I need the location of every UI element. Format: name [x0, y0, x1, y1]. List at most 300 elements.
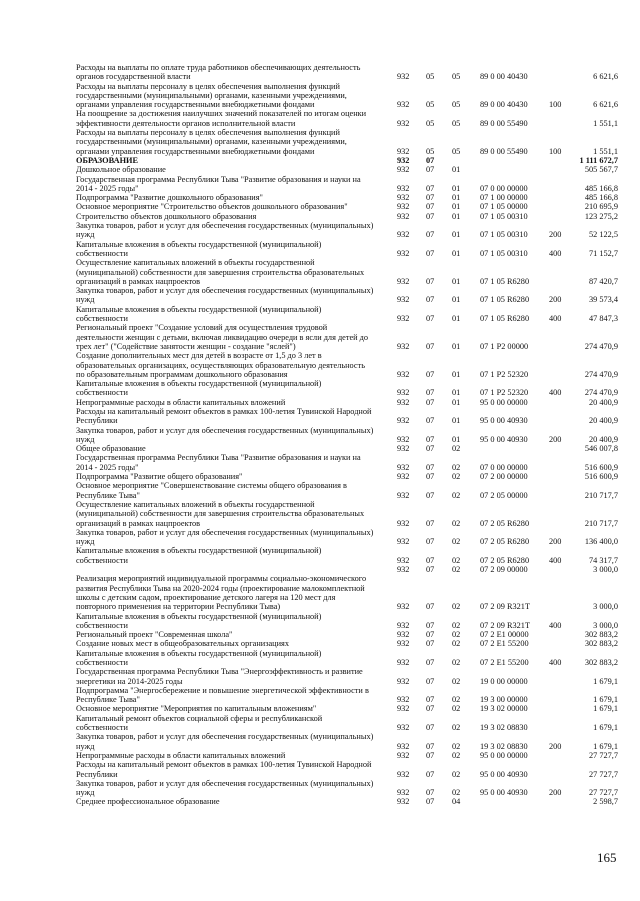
- target-article-code: 95 0 00 00000: [480, 397, 528, 407]
- section-code: 07: [426, 202, 435, 212]
- section-code: 05: [426, 72, 435, 82]
- amount: 485 166,8: [584, 183, 618, 193]
- target-article-code: 07 0 00 00000: [480, 183, 528, 193]
- row-description: Капитальные вложения в объекты государственной (муниципальной) собственности: [76, 239, 322, 258]
- amount: 27 727,7: [588, 788, 618, 798]
- expense-type-code: 400: [549, 658, 562, 667]
- amount: 74 317,7: [588, 555, 618, 565]
- admin-code: 932: [397, 750, 410, 760]
- amount: 20 400,9: [588, 397, 618, 407]
- target-article-code: 89 0 00 55490: [480, 118, 528, 128]
- section-code: 07: [426, 416, 435, 426]
- admin-code: 932: [397, 314, 410, 324]
- admin-code: 932: [397, 211, 410, 221]
- target-article-code: 89 0 00 40430: [480, 100, 528, 110]
- row-description: Реализация мероприятий индивидуальной программы социально-экономического развития Республики Тыва на 2020-2024 годы (проектирование малокомплектной школы с детским садом, проектирование детского лагеря на 120 мест для повторного применения на территории Республики Тыва): [76, 574, 367, 612]
- section-code: 07: [426, 248, 435, 258]
- table-row: [0, 565, 640, 574]
- expense-type-code: 200: [549, 230, 562, 240]
- target-article-code: 19 3 02 08830: [480, 741, 528, 751]
- table-row: [0, 212, 640, 221]
- subsection-code: 02: [452, 639, 461, 649]
- subsection-code: 05: [452, 72, 461, 82]
- target-article-code: 89 0 00 40430: [480, 72, 528, 82]
- target-article-code: 07 0 00 00000: [480, 462, 528, 472]
- target-article-code: 07 2 09 00000: [480, 565, 528, 575]
- table-row: [0, 221, 640, 240]
- section-code: 07: [426, 444, 435, 454]
- section-code: 07: [426, 193, 435, 203]
- table-row: [0, 323, 640, 351]
- admin-code: 932: [397, 518, 410, 528]
- amount: 47 847,3: [588, 314, 618, 324]
- table-row: [0, 398, 640, 407]
- section-code: 07: [426, 537, 435, 547]
- row-description: Создание дополнительных мест для детей в возрасте от 1,5 до 3 лет в образовательных организациях, осуществляющих образовательную деятельность по образовательным программам дошкольного образования: [76, 351, 366, 379]
- target-article-code: 19 3 00 00000: [480, 695, 528, 705]
- table-row: [0, 500, 640, 528]
- admin-code: 932: [397, 230, 410, 240]
- amount: 6 621,6: [593, 72, 618, 82]
- subsection-code: 01: [452, 193, 461, 203]
- admin-code: 932: [397, 202, 410, 212]
- section-code: 07: [426, 155, 435, 165]
- admin-code: 932: [397, 416, 410, 426]
- row-description: Капитальные вложения в объекты государственной (муниципальной) собственности: [76, 611, 322, 630]
- table-row: [0, 63, 640, 82]
- row-description: Основное мероприятие "Мероприятия по капитальным вложениям": [76, 704, 317, 714]
- row-description: Государственная программа Республики Тыва "Развитие образования и науки на 2014 - 2025 годы": [76, 453, 361, 472]
- section-code: 05: [426, 100, 435, 110]
- row-description: Осуществление капитальных вложений в объекты государственной (муниципальной) собственности для завершения строительства образовательных организаций в рамках нацпроектов: [76, 258, 365, 286]
- target-article-code: 07 1 05 R6280: [480, 276, 530, 286]
- target-article-code: 07 2 05 00000: [480, 490, 528, 500]
- amount: 1 551,1: [593, 146, 618, 156]
- section-code: 07: [426, 397, 435, 407]
- row-description: Подпрограмма "Энергосбережение и повышение энергетической эффективности в Республике Тыва": [76, 685, 369, 705]
- row-description: Капитальные вложения в объекты государственной (муниципальной) собственности: [76, 379, 322, 398]
- admin-code: 932: [397, 146, 410, 156]
- admin-code: 932: [397, 620, 410, 630]
- table-row: [0, 639, 640, 648]
- table-row: [0, 704, 640, 713]
- section-code: 07: [426, 490, 435, 500]
- row-description: Закупка товаров, работ и услуг для обеспечения государственных (муниципальных) нужд: [76, 286, 374, 305]
- amount: 274 470,9: [584, 388, 618, 398]
- row-description: Расходы на выплаты по оплате труда работников обеспечивающих деятельность органов государственной власти: [76, 63, 361, 82]
- section-code: 07: [426, 769, 435, 779]
- subsection-code: 02: [452, 630, 461, 640]
- row-description: Общее образование: [76, 444, 146, 454]
- row-description: Непрограммные расходы в области капитальных вложений: [76, 397, 286, 407]
- amount: 87 420,7: [588, 276, 618, 286]
- amount: 123 275,2: [584, 211, 618, 221]
- table-row: [0, 305, 640, 324]
- amount: 485 166,8: [584, 193, 618, 203]
- amount: 20 400,9: [588, 416, 618, 426]
- section-code: 07: [426, 658, 435, 667]
- row-description: Капитальные вложения в объекты государственной (муниципальной) собственности: [76, 304, 322, 324]
- subsection-code: 01: [452, 202, 461, 212]
- section-code: 07: [426, 472, 435, 482]
- subsection-code: 02: [452, 565, 461, 575]
- subsection-code: 02: [452, 537, 461, 547]
- section-code: 07: [426, 341, 435, 351]
- subsection-code: 01: [452, 295, 461, 305]
- target-article-code: 89 0 00 55490: [480, 146, 528, 156]
- subsection-code: 01: [452, 211, 461, 221]
- row-description: Подпрограмма "Развитие общего образования": [76, 472, 243, 482]
- admin-code: 932: [397, 100, 410, 110]
- section-code: 07: [426, 797, 435, 807]
- admin-code: 932: [397, 788, 410, 798]
- admin-code: 932: [397, 695, 410, 705]
- target-article-code: 07 2 00 00000: [480, 472, 528, 482]
- table-row: [0, 426, 640, 445]
- table-row: [0, 649, 640, 668]
- admin-code: 932: [397, 565, 410, 575]
- subsection-code: 02: [452, 723, 461, 733]
- table-row: [0, 481, 640, 500]
- admin-code: 932: [397, 72, 410, 82]
- target-article-code: 07 2 E1 00000: [480, 630, 529, 640]
- admin-code: 932: [397, 193, 410, 203]
- table-row: [0, 82, 640, 110]
- subsection-code: 01: [452, 397, 461, 407]
- target-article-code: 07 2 05 R6280: [480, 537, 530, 547]
- budget-table: [0, 63, 640, 807]
- section-code: 05: [426, 118, 435, 128]
- amount: 516 600,9: [584, 462, 618, 472]
- row-description: Государственная программа Республики Тыва "Энергоэффективность и развитие энергетики на 2014-2025 годы: [76, 667, 363, 686]
- target-article-code: 95 0 00 40930: [480, 769, 528, 779]
- subsection-code: 02: [452, 788, 461, 798]
- table-row: [0, 128, 640, 156]
- subsection-code: 02: [452, 695, 461, 705]
- section-code: 07: [426, 388, 435, 398]
- section-code: 07: [426, 788, 435, 798]
- section-code: 07: [426, 434, 435, 444]
- admin-code: 932: [397, 295, 410, 305]
- section-code: 07: [426, 518, 435, 528]
- section-code: 07: [426, 165, 435, 175]
- amount: 274 470,9: [584, 341, 618, 351]
- target-article-code: 07 1 P2 00000: [480, 341, 529, 351]
- table-row: [0, 732, 640, 751]
- admin-code: 932: [397, 434, 410, 444]
- section-code: 07: [426, 695, 435, 705]
- row-description: Строительство объектов дошкольного образования: [76, 211, 257, 221]
- table-row: [0, 546, 640, 565]
- amount: 3 000,0: [593, 602, 618, 612]
- row-description: Расходы на выплаты персоналу в целях обеспечения выполнения функций государственными (муниципальными) органами, казенными учреждениями, органами управления государственными внебюджетными фондами: [76, 128, 347, 156]
- section-code: 07: [426, 602, 435, 612]
- subsection-code: 02: [452, 602, 461, 612]
- admin-code: 932: [397, 658, 410, 667]
- subsection-code: 01: [452, 369, 461, 379]
- table-row: [0, 751, 640, 760]
- subsection-code: 02: [452, 518, 461, 528]
- table-row: [0, 574, 640, 611]
- table-row: [0, 407, 640, 426]
- admin-code: 932: [397, 369, 410, 379]
- admin-code: 932: [397, 165, 410, 175]
- admin-code: 932: [397, 723, 410, 733]
- expense-type-code: 400: [549, 388, 562, 398]
- row-description: Дошкольное образование: [76, 165, 166, 175]
- admin-code: 932: [397, 118, 410, 128]
- amount: 210 695,9: [584, 202, 618, 212]
- expense-type-code: 100: [549, 100, 562, 110]
- section-code: 07: [426, 295, 435, 305]
- row-description: Подпрограмма "Развитие дошкольного образования": [76, 193, 263, 203]
- row-description: Региональный проект "Современная школа": [76, 630, 233, 640]
- expense-type-code: 400: [549, 555, 562, 565]
- amount: 3 000,0: [593, 565, 618, 575]
- expense-type-code: 200: [549, 434, 562, 444]
- subsection-code: 01: [452, 434, 461, 444]
- amount: 2 598,7: [593, 797, 618, 807]
- amount: 27 727,7: [588, 750, 618, 760]
- subsection-code: 05: [452, 146, 461, 156]
- admin-code: 932: [397, 797, 410, 807]
- target-article-code: 07 1 05 00310: [480, 248, 528, 258]
- amount: 136 400,0: [584, 537, 618, 547]
- target-article-code: 07 2 05 R6280: [480, 555, 530, 565]
- subsection-code: 02: [452, 750, 461, 760]
- target-article-code: 07 2 E1 55200: [480, 658, 529, 667]
- admin-code: 932: [397, 472, 410, 482]
- subsection-code: 02: [452, 741, 461, 751]
- target-article-code: 07 2 09 R321Т: [480, 620, 531, 630]
- target-article-code: 95 0 00 40930: [480, 788, 528, 798]
- table-row: [0, 444, 640, 453]
- section-code: 07: [426, 630, 435, 640]
- section-code: 07: [426, 723, 435, 733]
- amount: 6 621,6: [593, 100, 618, 110]
- admin-code: 932: [397, 341, 410, 351]
- admin-code: 932: [397, 444, 410, 454]
- row-description: Непрограммные расходы в области капитальных вложений: [76, 750, 286, 760]
- amount: 71 152,7: [588, 248, 618, 258]
- table-row: [0, 286, 640, 305]
- amount: 1 111 672,7: [579, 155, 618, 165]
- expense-type-code: 200: [549, 295, 562, 305]
- amount: 39 573,4: [588, 295, 618, 305]
- admin-code: 932: [397, 397, 410, 407]
- subsection-code: 01: [452, 388, 461, 398]
- table-row: [0, 760, 640, 779]
- subsection-code: 04: [452, 797, 461, 807]
- amount: 20 400,9: [588, 434, 618, 444]
- section-code: 07: [426, 639, 435, 649]
- section-code: 05: [426, 146, 435, 156]
- target-article-code: 07 2 09 R321Т: [480, 602, 531, 612]
- target-article-code: 07 1 P2 52320: [480, 369, 529, 379]
- admin-code: 932: [397, 537, 410, 547]
- target-article-code: 19 3 02 08830: [480, 723, 528, 733]
- table-row: [0, 667, 640, 686]
- admin-code: 932: [397, 388, 410, 398]
- subsection-code: 02: [452, 620, 461, 630]
- section-code: 07: [426, 620, 435, 630]
- table-row: [0, 351, 640, 379]
- table-row: [0, 175, 640, 194]
- row-description: Государственная программа Республики Тыва "Развитие образования и науки на 2014 - 2025 годы": [76, 174, 361, 193]
- admin-code: 932: [397, 555, 410, 565]
- amount: 27 727,7: [588, 769, 618, 779]
- row-description: Капитальный ремонт объектов социальной сферы и республиканской собственности: [76, 713, 323, 733]
- admin-code: 932: [397, 462, 410, 472]
- expense-type-code: 400: [549, 620, 562, 630]
- table-row: [0, 258, 640, 286]
- subsection-code: 01: [452, 248, 461, 258]
- target-article-code: 07 1 05 R6280: [480, 295, 530, 305]
- subsection-code: 02: [452, 462, 461, 472]
- section-code: 07: [426, 183, 435, 193]
- admin-code: 932: [397, 639, 410, 649]
- target-article-code: 07 2 05 R6280: [480, 518, 530, 528]
- subsection-code: 01: [452, 341, 461, 351]
- table-row: [0, 240, 640, 259]
- admin-code: 932: [397, 769, 410, 779]
- target-article-code: 07 1 05 00310: [480, 230, 528, 240]
- admin-code: 932: [397, 183, 410, 193]
- row-description: Основное мероприятие "Строительство объектов дошкольного образования": [76, 202, 348, 212]
- target-article-code: 95 0 00 00000: [480, 750, 528, 760]
- row-description: Закупка товаров, работ и услуг для обеспечения государственных (муниципальных) нужд: [76, 732, 374, 751]
- table-row: [0, 379, 640, 398]
- table-row: [0, 612, 640, 631]
- page-number: 165: [597, 850, 617, 865]
- row-description: Закупка товаров, работ и услуг для обеспечения государственных (муниципальных) нужд: [76, 778, 374, 798]
- amount: 3 000,0: [593, 620, 618, 630]
- row-description: Расходы на капитальный ремонт объектов в рамках 100-летия Тувинской Народной Республики: [76, 760, 372, 779]
- target-article-code: 95 0 00 40930: [480, 434, 528, 444]
- amount: 546 007,8: [584, 444, 618, 454]
- amount: 210 717,7: [584, 518, 618, 528]
- table-row: [0, 630, 640, 639]
- row-description: Расходы на выплаты персоналу в целях обеспечения выполнения функций государственными (муниципальными) органами, казенными учреждениями, органами управления государственными внебюджетными фондами: [76, 81, 347, 110]
- row-description: Капитальные вложения в объекты государственной (муниципальной) собственности: [76, 546, 322, 565]
- subsection-code: 01: [452, 183, 461, 193]
- admin-code: 932: [397, 741, 410, 751]
- amount: 505 567,7: [584, 165, 618, 175]
- row-description: Создание новых мест в общеобразовательных организациях: [76, 639, 290, 649]
- amount: 1 679,1: [593, 741, 618, 751]
- amount: 274 470,9: [584, 369, 618, 379]
- row-description: На поощрение за достижения наилучших значений показателей по итогам оценки эффективности деятельности органов исполнительной власти: [76, 109, 367, 128]
- subsection-code: 02: [452, 658, 461, 667]
- amount: 1 679,1: [593, 676, 618, 686]
- table-row: [0, 202, 640, 211]
- table-row: [0, 686, 640, 705]
- target-article-code: 19 3 02 00000: [480, 704, 528, 714]
- subsection-code: 02: [452, 676, 461, 686]
- section-code: 07: [426, 704, 435, 714]
- subsection-code: 01: [452, 230, 461, 240]
- row-description: Региональный проект "Создание условий для осуществления трудовой деятельности женщин с детьми, включая ликвидацию очереди в ясли для детей до трех лет" ("Содействие занятости женщин - создание "яслей"): [76, 323, 369, 351]
- amount: 52 122,5: [588, 230, 618, 240]
- subsection-code: 02: [452, 444, 461, 454]
- target-article-code: 07 1 P2 52320: [480, 388, 529, 398]
- admin-code: 932: [397, 490, 410, 500]
- amount: 1 679,1: [593, 723, 618, 733]
- table-row: [0, 156, 640, 165]
- subsection-code: 02: [452, 769, 461, 779]
- table-row: [0, 779, 640, 798]
- section-code: 07: [426, 230, 435, 240]
- target-article-code: 95 0 00 40930: [480, 416, 528, 426]
- section-code: 07: [426, 741, 435, 751]
- section-code: 07: [426, 565, 435, 575]
- subsection-code: 01: [452, 314, 461, 324]
- table-row: [0, 193, 640, 202]
- expense-type-code: 400: [549, 314, 562, 324]
- subsection-code: 02: [452, 490, 461, 500]
- table-row: [0, 797, 640, 806]
- row-description: Среднее профессиональное образование: [76, 797, 220, 807]
- amount: 210 717,7: [584, 490, 618, 500]
- admin-code: 932: [397, 704, 410, 714]
- admin-code: 932: [397, 276, 410, 286]
- amount: 1 679,1: [593, 704, 618, 714]
- admin-code: 932: [397, 155, 410, 165]
- admin-code: 932: [397, 630, 410, 640]
- subsection-code: 01: [452, 276, 461, 286]
- table-row: [0, 528, 640, 547]
- amount: 302 883,2: [584, 658, 618, 667]
- table-row: [0, 453, 640, 472]
- subsection-code: 02: [452, 704, 461, 714]
- amount: 302 883,2: [584, 630, 618, 640]
- section-code: 07: [426, 314, 435, 324]
- section-code: 07: [426, 676, 435, 686]
- subsection-code: 02: [452, 555, 461, 565]
- subsection-code: 05: [452, 100, 461, 110]
- section-code: 07: [426, 462, 435, 472]
- row-description: Основное мероприятие "Совершенствование системы общего образования в Республике Тыва": [76, 481, 347, 500]
- row-description: Закупка товаров, работ и услуг для обеспечения государственных (муниципальных) нужд: [76, 221, 374, 240]
- row-description: Осуществление капитальных вложений в объекты государственной (муниципальной) собственности для завершения строительства образовательных организаций в рамках нацпроектов: [76, 499, 365, 528]
- table-row: [0, 472, 640, 481]
- target-article-code: 07 1 00 00000: [480, 193, 528, 203]
- subsection-code: 01: [452, 416, 461, 426]
- row-description: Расходы на капитальный ремонт объектов в рамках 100-летия Тувинской Народной Республики: [76, 406, 372, 426]
- expense-type-code: 200: [549, 741, 562, 751]
- target-article-code: 07 2 E1 55200: [480, 639, 529, 649]
- amount: 302 883,2: [584, 639, 618, 649]
- section-code: 07: [426, 276, 435, 286]
- row-description: Закупка товаров, работ и услуг для обеспечения государственных (муниципальных) нужд: [76, 527, 374, 547]
- target-article-code: 07 1 05 R6280: [480, 314, 530, 324]
- target-article-code: 07 1 05 00310: [480, 211, 528, 221]
- row-description: Закупка товаров, работ и услуг для обеспечения государственных (муниципальных) нужд: [76, 425, 374, 444]
- subsection-code: 01: [452, 165, 461, 175]
- target-article-code: 19 0 00 00000: [480, 676, 528, 686]
- expense-type-code: 200: [549, 537, 562, 547]
- row-description: Капитальные вложения в объекты государственной (муниципальной) собственности: [76, 648, 322, 667]
- subsection-code: 02: [452, 472, 461, 482]
- admin-code: 932: [397, 248, 410, 258]
- amount: 516 600,9: [584, 472, 618, 482]
- subsection-code: 05: [452, 118, 461, 128]
- expense-type-code: 100: [549, 146, 562, 156]
- admin-code: 932: [397, 676, 410, 686]
- expense-type-code: 400: [549, 248, 562, 258]
- expense-type-code: 200: [549, 788, 562, 798]
- section-code: 07: [426, 369, 435, 379]
